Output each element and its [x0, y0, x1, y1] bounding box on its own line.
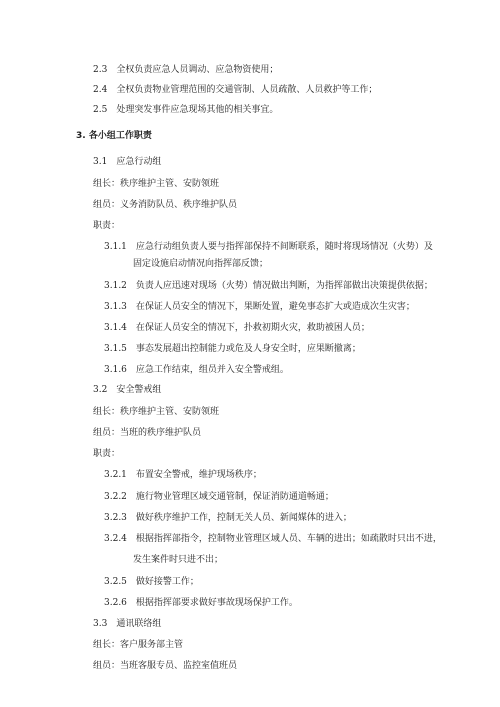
subheading-3-2: 3.2 安全警戒组 — [93, 385, 162, 395]
clause-2-4: 2.4 全权负责物业管理范围的交通管制、人员疏散、人员救护等工作； — [93, 85, 378, 95]
clause-3-1-4: 3.1.4 在保证人员安全的情况下，扑救初期火灾，救助被困人员； — [104, 323, 370, 333]
clause-3-1-3: 3.1.3 在保证人员安全的情况下，果断处置，避免事态扩大或造成次生灾害； — [104, 302, 415, 312]
clause-3-2-4: 3.2.4 根据指挥部指令，控制物业管理区域人员、车辆的进出；如疏散时只出不进， — [104, 534, 442, 544]
clause-3-1-2: 3.1.2 负责人应迅速对现场（火势）情况做出判断，为指挥部做出决策提供依据； — [104, 281, 433, 291]
clause-3-2-5: 3.2.5 做好接警工作； — [104, 577, 199, 587]
clause-3-2-6: 3.2.6 根据指挥部要求做好事故现场保护工作。 — [104, 598, 298, 608]
leader-3-3: 组长：客户服务部主管 — [93, 640, 184, 650]
clause-3-2-3: 3.2.3 做好秩序维护工作，控制无关人员、新闻媒体的进入； — [104, 513, 352, 523]
leader-3-2: 组长：秩序维护主管、安防领班 — [93, 407, 220, 417]
clause-2-3: 2.3 全权负责应急人员调动、应急物资使用； — [93, 65, 279, 75]
subheading-3-3: 3.3 通讯联络组 — [93, 619, 162, 629]
clause-3-1-5: 3.1.5 事态发展超出控制能力或危及人身安全时，应果断撤离； — [104, 344, 361, 354]
members-3-3: 组员：当班客服专员、监控室值班员 — [93, 661, 238, 671]
clause-3-1-1: 3.1.1 应急行动组负责人要与指挥部保持不间断联系，随时将现场情况（火势）及 — [104, 242, 433, 252]
clause-3-1-1-cont: 固定设施启动情况向指挥部反馈； — [133, 259, 269, 269]
clause-3-2-1: 3.2.1 布置安全警戒，维护现场秩序； — [104, 470, 262, 480]
leader-3-1: 组长：秩序维护主管、安防领班 — [93, 179, 220, 189]
clause-3-2-2: 3.2.2 施行物业管理区域交通管制，保证消防通道畅通； — [104, 492, 334, 502]
duties-label-3-1: 职责： — [93, 221, 121, 231]
subheading-3-1: 3.1 应急行动组 — [93, 157, 162, 167]
section-heading-3: 3. 各小组工作职责 — [76, 131, 152, 141]
members-3-1: 组员：义务消防队员、秩序维护队员 — [93, 200, 238, 210]
members-3-2: 组员：当班的秩序维护队员 — [93, 428, 202, 438]
clause-3-2-4-cont: 发生案件时只进不出； — [133, 555, 224, 565]
clause-3-1-6: 3.1.6 应急工作结束，组员并入安全警戒组。 — [104, 365, 289, 375]
duties-label-3-2: 职责： — [93, 449, 121, 459]
clause-2-5: 2.5 处理突发事件应急现场其他的相关事宜。 — [93, 105, 279, 115]
